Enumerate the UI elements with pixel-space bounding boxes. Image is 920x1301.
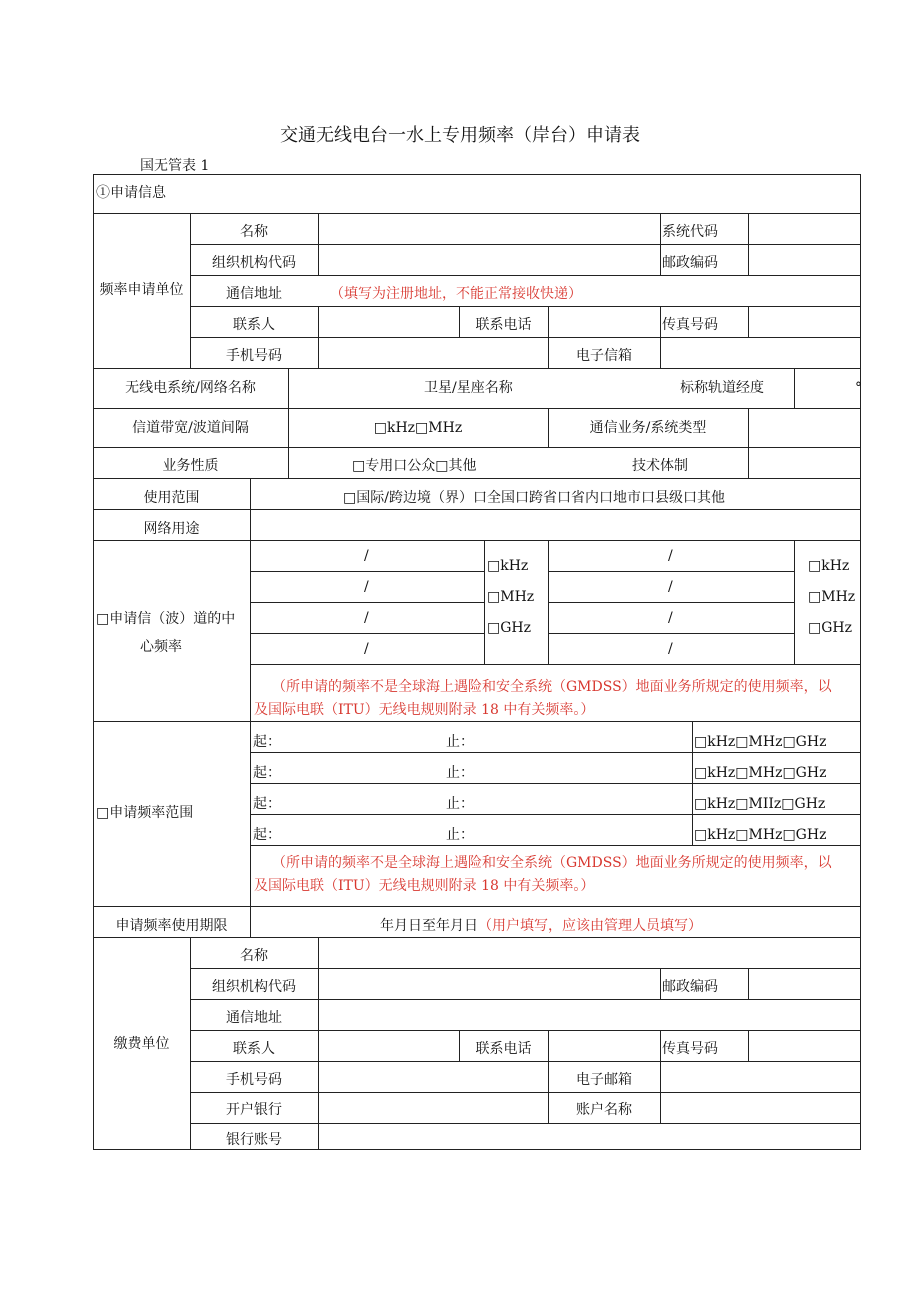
freq-range-note — [254, 852, 860, 898]
note-line: 及国际电联（ITU）无线电规则附录 18 中有关频率。） — [254, 878, 595, 894]
address-hint: （填写为注册地址，不能正常接收快递） — [330, 286, 582, 302]
applicant-fax-label: 传真号码 — [662, 317, 718, 333]
freq-slash: / — [668, 641, 673, 657]
applicant-phone-label: 联系电话 — [475, 317, 532, 333]
range-to-label: 止： — [446, 827, 474, 843]
center-freq-note — [254, 676, 860, 722]
range-from-label: 起： — [253, 734, 281, 750]
applicant-address-label: 通信地址 — [226, 286, 282, 302]
center-freq-label[interactable]: □申请信（波）道的中 — [96, 611, 236, 627]
freq-slash: / — [364, 641, 369, 657]
applicant-group-label: 频率申请单位 — [99, 282, 184, 298]
center-freq-label-cont: 心频率 — [140, 639, 182, 655]
payer-bank-label: 开户银行 — [226, 1102, 282, 1118]
usage-scope-label: 使用范围 — [143, 490, 200, 506]
payer-org-code-label: 组织机构代码 — [212, 979, 296, 995]
payer-phone-label: 联系电话 — [475, 1041, 532, 1057]
system-name-label: 无线电系统/网络名称 — [125, 380, 256, 396]
applicant-org-code-label: 组织机构代码 — [212, 255, 296, 271]
range-unit-checkboxes[interactable]: □kHz□MHz□GHz — [694, 765, 827, 781]
service-type-label: 通信业务/系统类型 — [589, 420, 707, 436]
freq-slash: / — [364, 610, 369, 626]
payer-mobile-label: 手机号码 — [226, 1072, 282, 1088]
range-from-label: 起： — [253, 765, 281, 781]
applicant-name-label: 名称 — [240, 224, 268, 240]
payer-account-no-label: 银行账号 — [226, 1132, 282, 1148]
satellite-name-label: 卫星/星座名称 — [424, 380, 513, 396]
freq-slash: / — [668, 610, 673, 626]
degree-symbol: ° — [855, 380, 862, 396]
note-line: 及国际电联（ITU）无线电规则附录 18 中有关频率。） — [254, 702, 595, 718]
unit-mhz-checkbox[interactable]: □MHz — [808, 589, 856, 605]
freq-slash: / — [364, 548, 369, 564]
form-title: 交通无线电台一水上专用频率（岸台）申请表 — [280, 125, 640, 146]
payer-address-label: 通信地址 — [226, 1010, 282, 1026]
section-header: ①申请信息 — [96, 185, 166, 201]
period-date-range: 年月日至年月日 — [380, 918, 478, 934]
system-code-label: 系统代码 — [662, 224, 718, 240]
range-to-label: 止： — [446, 765, 474, 781]
unit-khz-checkbox[interactable]: □kHz — [808, 558, 850, 574]
note-line: （所申请的频率不是全球海上遇险和安全系统（GMDSS）地面业务所规定的使用频率，以 — [272, 679, 832, 695]
payer-email-label: 电子邮箱 — [576, 1072, 632, 1088]
usage-period-label: 申请频率使用期限 — [115, 918, 228, 934]
network-usage-label: 网络用途 — [143, 521, 200, 537]
unit-mhz-checkbox[interactable]: □MHz — [487, 589, 535, 605]
range-unit-checkboxes[interactable]: □kHz□MHz□GHz — [694, 827, 827, 843]
note-line: （所申请的频率不是全球海上遇险和安全系统（GMDSS）地面业务所规定的使用频率，以 — [272, 855, 832, 871]
range-unit-checkboxes[interactable]: □kHz□MHz□GHz — [694, 734, 827, 750]
orbit-longitude-label: 标称轨道经度 — [680, 380, 764, 396]
applicant-postcode-label: 邮政编码 — [662, 255, 718, 271]
range-to-label: 止： — [446, 796, 474, 812]
payer-fax-label: 传真号码 — [662, 1041, 718, 1057]
tech-system-label: 技术体制 — [632, 458, 688, 474]
usage-scope-checkboxes[interactable]: □国际/跨边境（界）口全国口跨省口省内口地市口县级口其他 — [343, 490, 725, 506]
applicant-mobile-label: 手机号码 — [226, 348, 282, 364]
payer-name-label: 名称 — [240, 948, 268, 964]
unit-ghz-checkbox[interactable]: □GHz — [808, 620, 852, 636]
payer-contact-label: 联系人 — [233, 1041, 275, 1057]
payer-postcode-label: 邮政编码 — [662, 979, 718, 995]
bandwidth-unit-checkboxes[interactable]: □kHz□MHz — [373, 420, 463, 436]
unit-khz-checkbox[interactable]: □kHz — [487, 558, 529, 574]
range-to-label: 止： — [446, 734, 474, 750]
freq-slash: / — [668, 579, 673, 595]
applicant-contact-label: 联系人 — [233, 317, 275, 333]
period-hint: （用户填写，应该由管理人员填写） — [478, 918, 702, 934]
freq-slash: / — [364, 579, 369, 595]
service-nature-label: 业务性质 — [162, 458, 219, 474]
payer-account-name-label: 账户名称 — [576, 1102, 632, 1118]
range-from-label: 起： — [253, 827, 281, 843]
range-unit-checkboxes[interactable]: □kHz□MIIz□GHz — [694, 796, 826, 812]
freq-range-label[interactable]: □申请频率范围 — [96, 805, 194, 821]
usage-period-value — [380, 918, 702, 934]
range-from-label: 起： — [253, 796, 281, 812]
service-nature-checkboxes[interactable]: □专用口公众□其他 — [352, 458, 477, 474]
unit-ghz-checkbox[interactable]: □GHz — [487, 620, 531, 636]
bandwidth-label: 信道带宽/波道间隔 — [132, 420, 249, 436]
applicant-email-label: 电子信箱 — [576, 348, 632, 364]
freq-slash: / — [668, 548, 673, 564]
form-number: 国无管表 1 — [140, 158, 210, 174]
payer-group-label: 缴费单位 — [113, 1036, 170, 1052]
